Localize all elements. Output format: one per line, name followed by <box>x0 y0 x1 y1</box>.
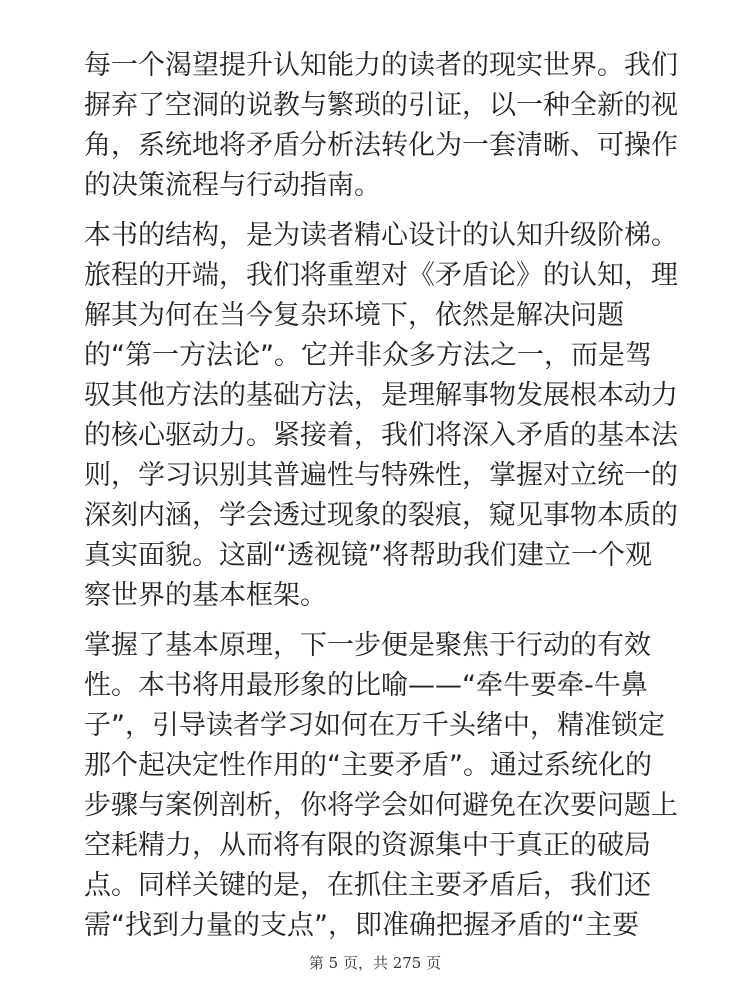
page-number-footer: 第 5 页，共 275 页 <box>308 954 442 972</box>
text-line: 本书的结构，是为读者精心设计的认知升级阶梯。 <box>84 220 678 251</box>
text-line: 每一个渴望提升认知能力的读者的现实世界。我们 <box>84 50 678 81</box>
text-line: 真实面貌。这副“透视镜”将帮助我们建立一个观 <box>84 540 652 571</box>
text-line: 摒弃了空洞的说教与繁琐的引证，以一种全新的视 <box>84 90 678 121</box>
text-line: 性。本书将用最形象的比喻——“牵牛要牵-牛鼻 <box>84 670 648 701</box>
text-line: 点。同样关键的是，在抓住主要矛盾后，我们还 <box>84 870 651 901</box>
paragraph-3 <box>84 626 684 946</box>
text-line: 解其为何在当今复杂环境下，依然是解决问题 <box>84 300 624 331</box>
text-line: 旅程的开端，我们将重塑对《矛盾论》的认知，理 <box>84 260 678 291</box>
text-line: 的“第一方法论”。它并非众多方法之一，而是驾 <box>84 340 652 371</box>
paragraph-1 <box>84 46 684 206</box>
text-line: 的决策流程与行动指南。 <box>84 170 381 201</box>
text-line: 那个起决定性作用的“主要矛盾”。通过系统化的 <box>84 750 652 781</box>
text-line: 察世界的基本框架。 <box>84 580 327 611</box>
text-line: 子”，引导读者学习如何在万千头绪中，精准锁定 <box>84 710 665 741</box>
body-text <box>84 46 684 956</box>
text-line: 角，系统地将矛盾分析法转化为一套清晰、可操作 <box>84 130 678 161</box>
text-line: 需“找到力量的支点”，即准确把握矛盾的“主要 <box>84 910 639 941</box>
text-line: 的核心驱动力。紧接着，我们将深入矛盾的基本法 <box>84 420 678 451</box>
text-line: 掌握了基本原理，下一步便是聚焦于行动的有效 <box>84 630 651 661</box>
text-line: 驭其他方法的基础方法，是理解事物发展根本动力 <box>84 380 678 411</box>
text-line: 深刻内涵，学会透过现象的裂痕，窥见事物本质的 <box>84 500 678 531</box>
paragraph-2 <box>84 216 684 616</box>
text-line: 步骤与案例剖析，你将学会如何避免在次要问题上 <box>84 790 678 821</box>
text-line: 空耗精力，从而将有限的资源集中于真正的破局 <box>84 830 651 861</box>
text-line: 则，学习识别其普遍性与特殊性，掌握对立统一的 <box>84 460 678 491</box>
